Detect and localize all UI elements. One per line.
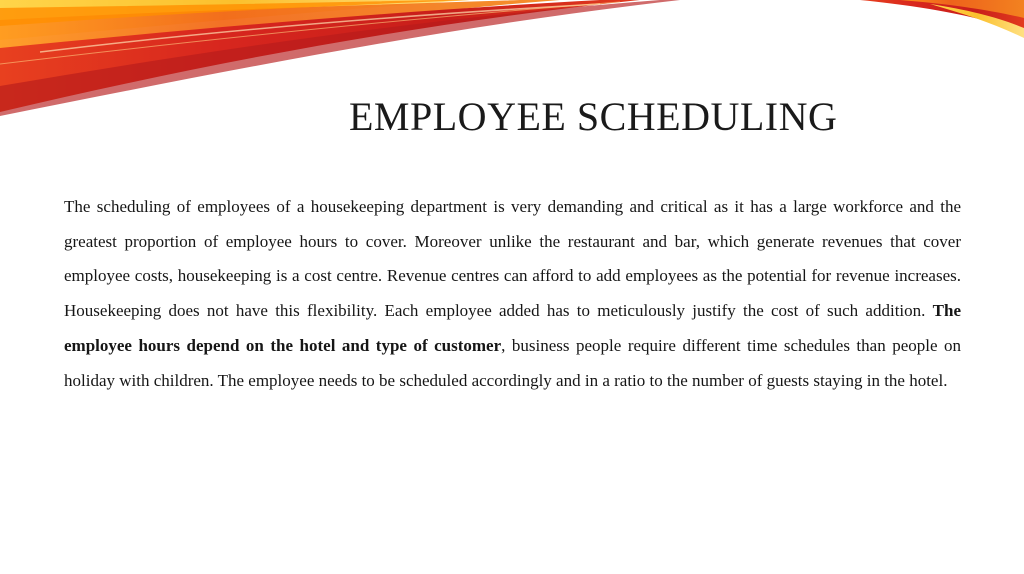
- slide-body-text: [64, 190, 961, 398]
- body-text-part-1: The scheduling of employees of a housekeeping department is very demanding and critical as it has a large workforce and the greatest proportion of employee hours to cover. Moreover unlike the restaurant and bar, which generate revenues that cover employee costs, housekeeping is a cost centre. Revenue centres can afford to add employees as the potential for revenue increases. Housekeeping does not have this flexibility. Each employee added has to meticulously justify the cost of such addition.: [64, 197, 961, 321]
- body-text-bold: The employee hours depend on the hotel and type of customer: [64, 301, 961, 355]
- body-text-part-2: , business people require different time schedules than people on holiday with children. The employee needs to be scheduled accordingly and in a ratio to the number of guests staying in the hotel.: [64, 335, 962, 390]
- slide-title: EMPLOYEE SCHEDULING: [349, 94, 838, 139]
